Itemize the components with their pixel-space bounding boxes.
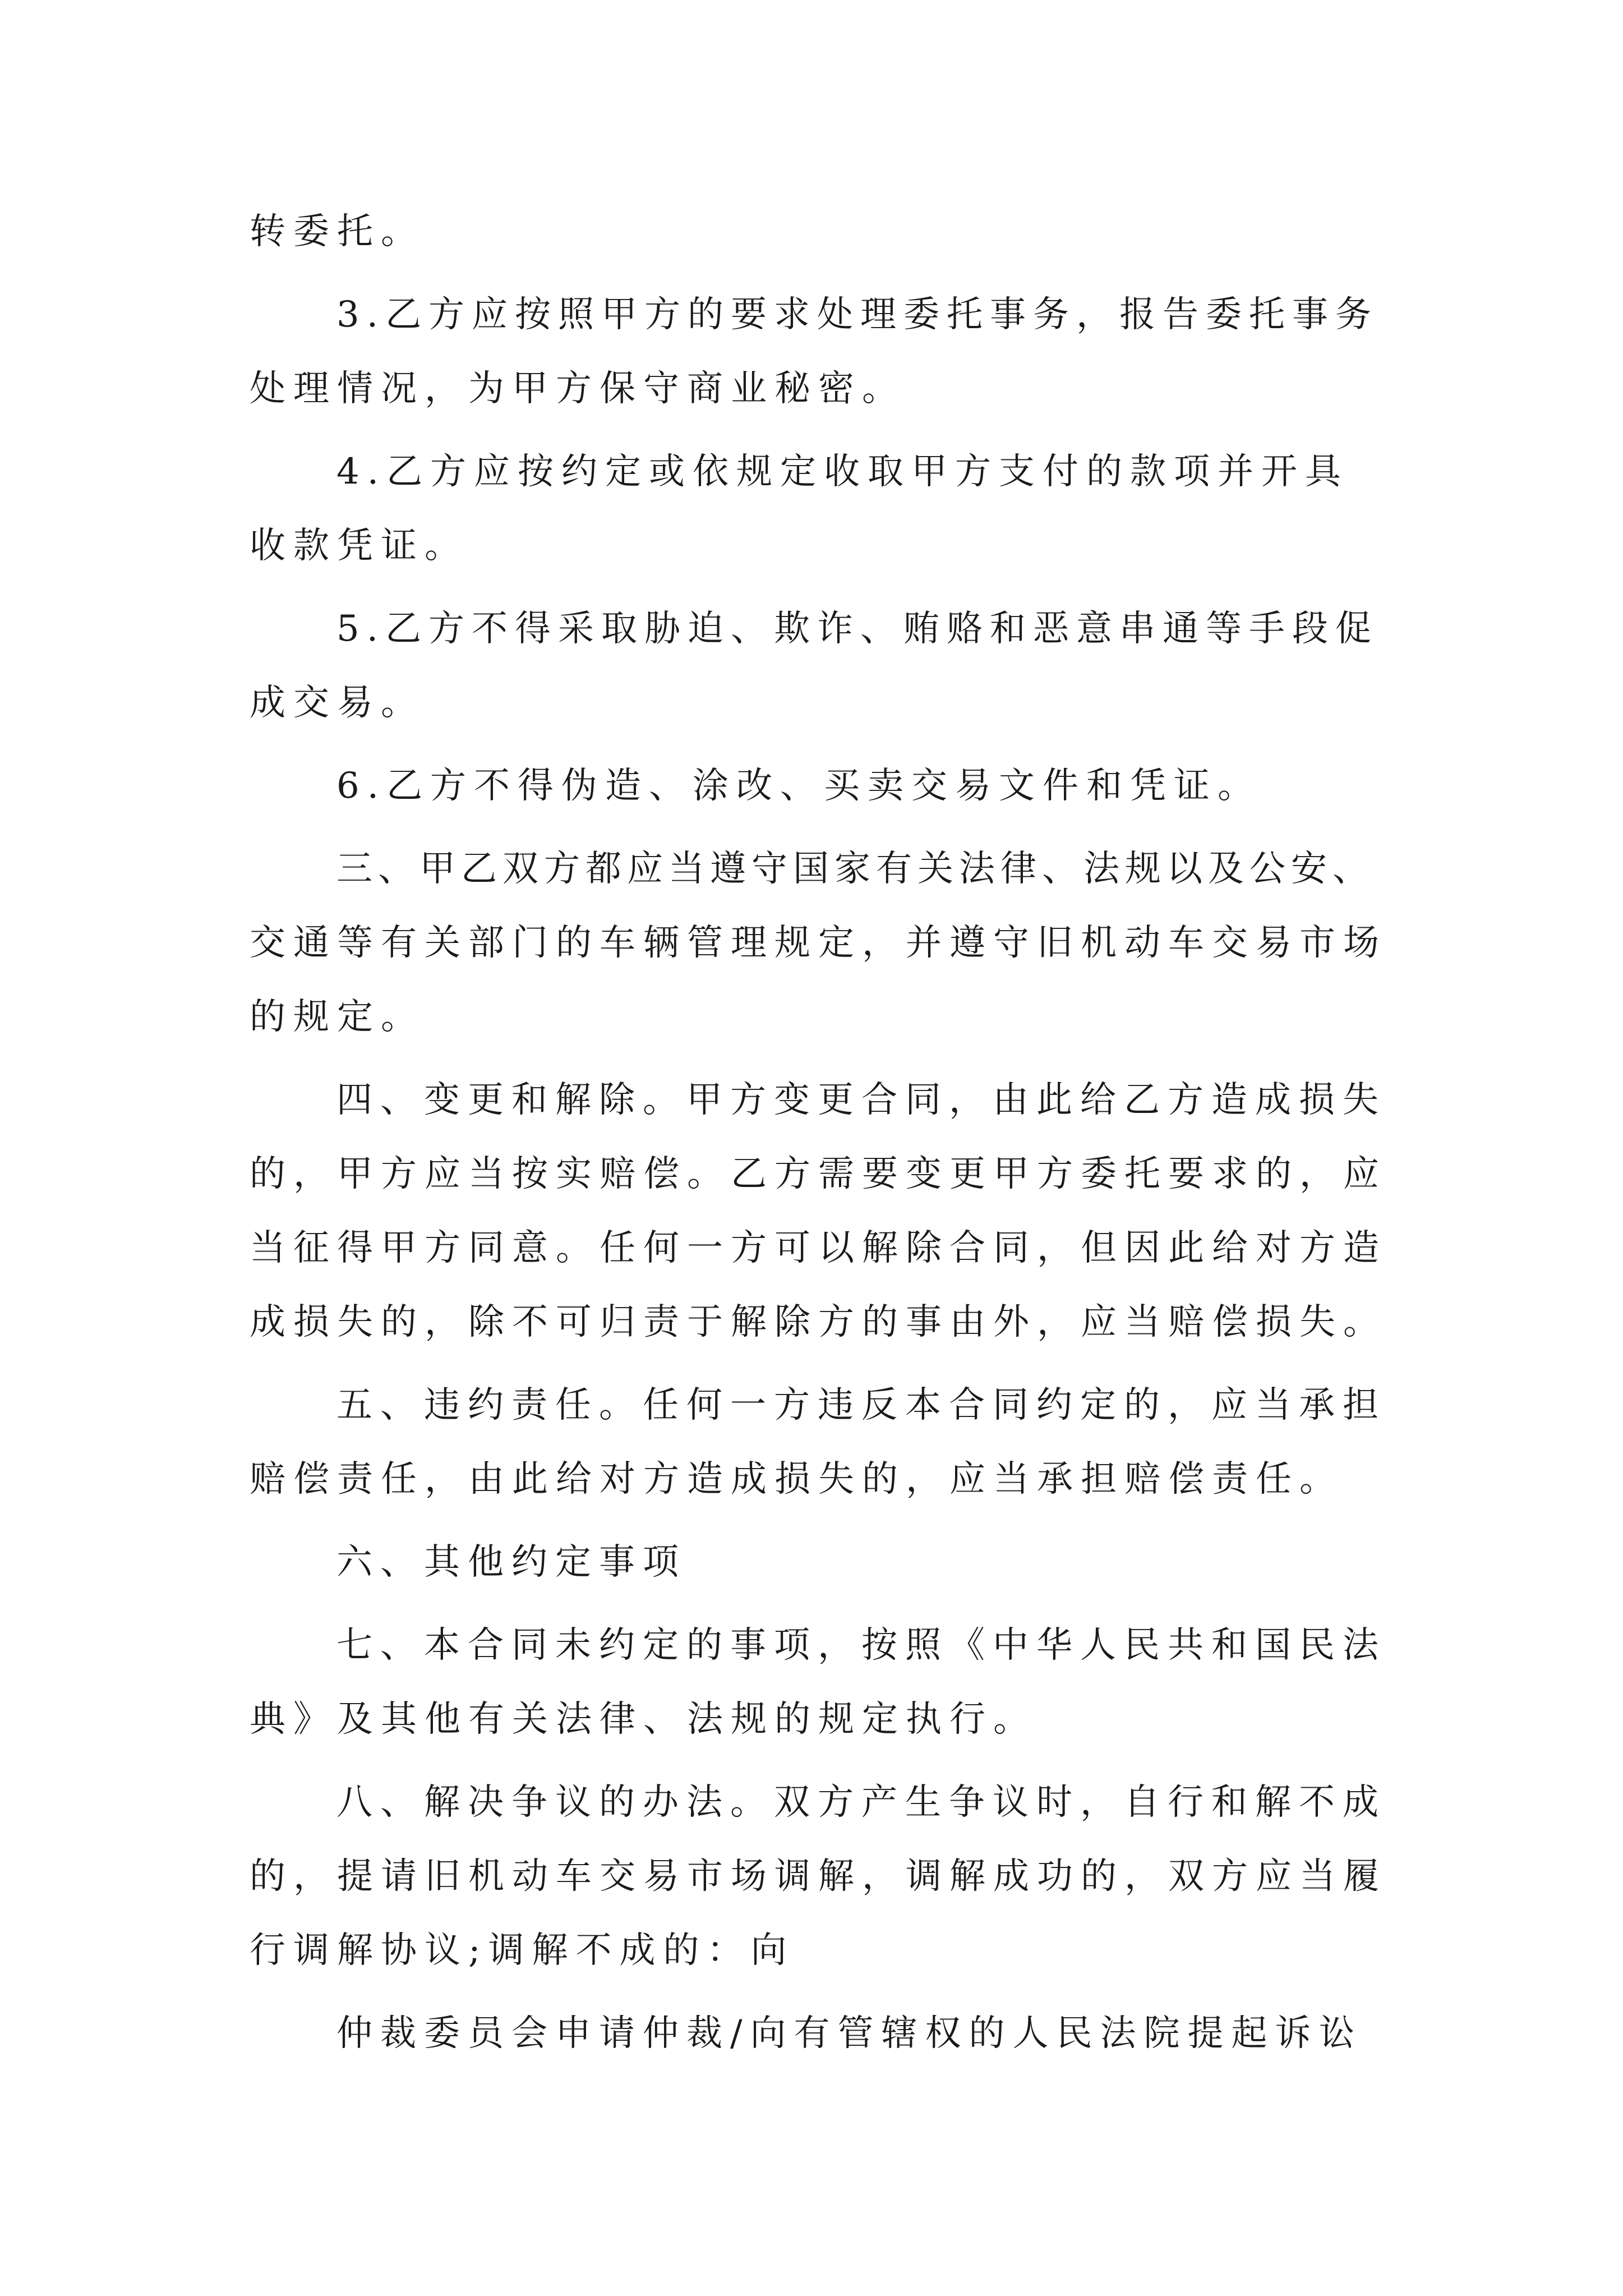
text-line: 八、解决争议的办法。双方产生争议时，自行和解不成 <box>336 1782 1386 1823</box>
text-line: 当征得甲方同意。任何一方可以解除合同，但因此给对方造 <box>250 1227 1387 1269</box>
text-line: 行调解协议;调解不成的：向 <box>250 1930 795 1971</box>
text-line: 6.乙方不得伪造、涂改、买卖交易文件和凭证。 <box>336 765 1262 807</box>
text-line: 交通等有关部门的车辆管理规定，并遵守旧机动车交易市场 <box>250 922 1387 964</box>
text-line: 的规定。 <box>250 996 425 1038</box>
text-line: 七、本合同未约定的事项，按照《中华人民共和国民法 <box>336 1625 1386 1666</box>
text-line: 六、其他约定事项 <box>336 1542 686 1583</box>
text-line: 4.乙方应按约定或依规定收取甲方支付的款项并开具 <box>336 451 1349 493</box>
text-line: 的，提请旧机动车交易市场调解，调解成功的，双方应当履 <box>250 1856 1387 1897</box>
text-line: 处理情况，为甲方保守商业秘密。 <box>250 368 906 409</box>
text-line: 成交易。 <box>250 682 425 724</box>
text-line: 5.乙方不得采取胁迫、欺诈、贿赂和恶意串通等手段促 <box>336 608 1379 650</box>
text-line: 仲裁委员会申请仲裁/向有管辖权的人民法院提起诉讼 <box>336 2013 1363 2054</box>
text-line: 五、违约责任。任何一方违反本合同约定的，应当承担 <box>336 1384 1386 1426</box>
text-line: 成损失的，除不可归责于解除方的事由外，应当赔偿损失。 <box>250 1301 1387 1343</box>
text-line: 典》及其他有关法律、法规的规定执行。 <box>250 1699 1037 1740</box>
text-line: 赔偿责任，由此给对方造成损失的，应当承担赔偿责任。 <box>250 1458 1343 1500</box>
text-line: 四、变更和解除。甲方变更合同，由此给乙方造成损失 <box>336 1079 1386 1121</box>
text-line: 收款凭证。 <box>250 525 468 567</box>
text-line: 的，甲方应当按实赔偿。乙方需要变更甲方委托要求的，应 <box>250 1153 1387 1195</box>
text-line: 转委托。 <box>250 211 425 252</box>
text-line: 3.乙方应按照甲方的要求处理委托事务，报告委托事务 <box>336 294 1379 335</box>
text-line: 三、甲乙双方都应当遵守国家有关法律、法规以及公安、 <box>336 848 1374 890</box>
